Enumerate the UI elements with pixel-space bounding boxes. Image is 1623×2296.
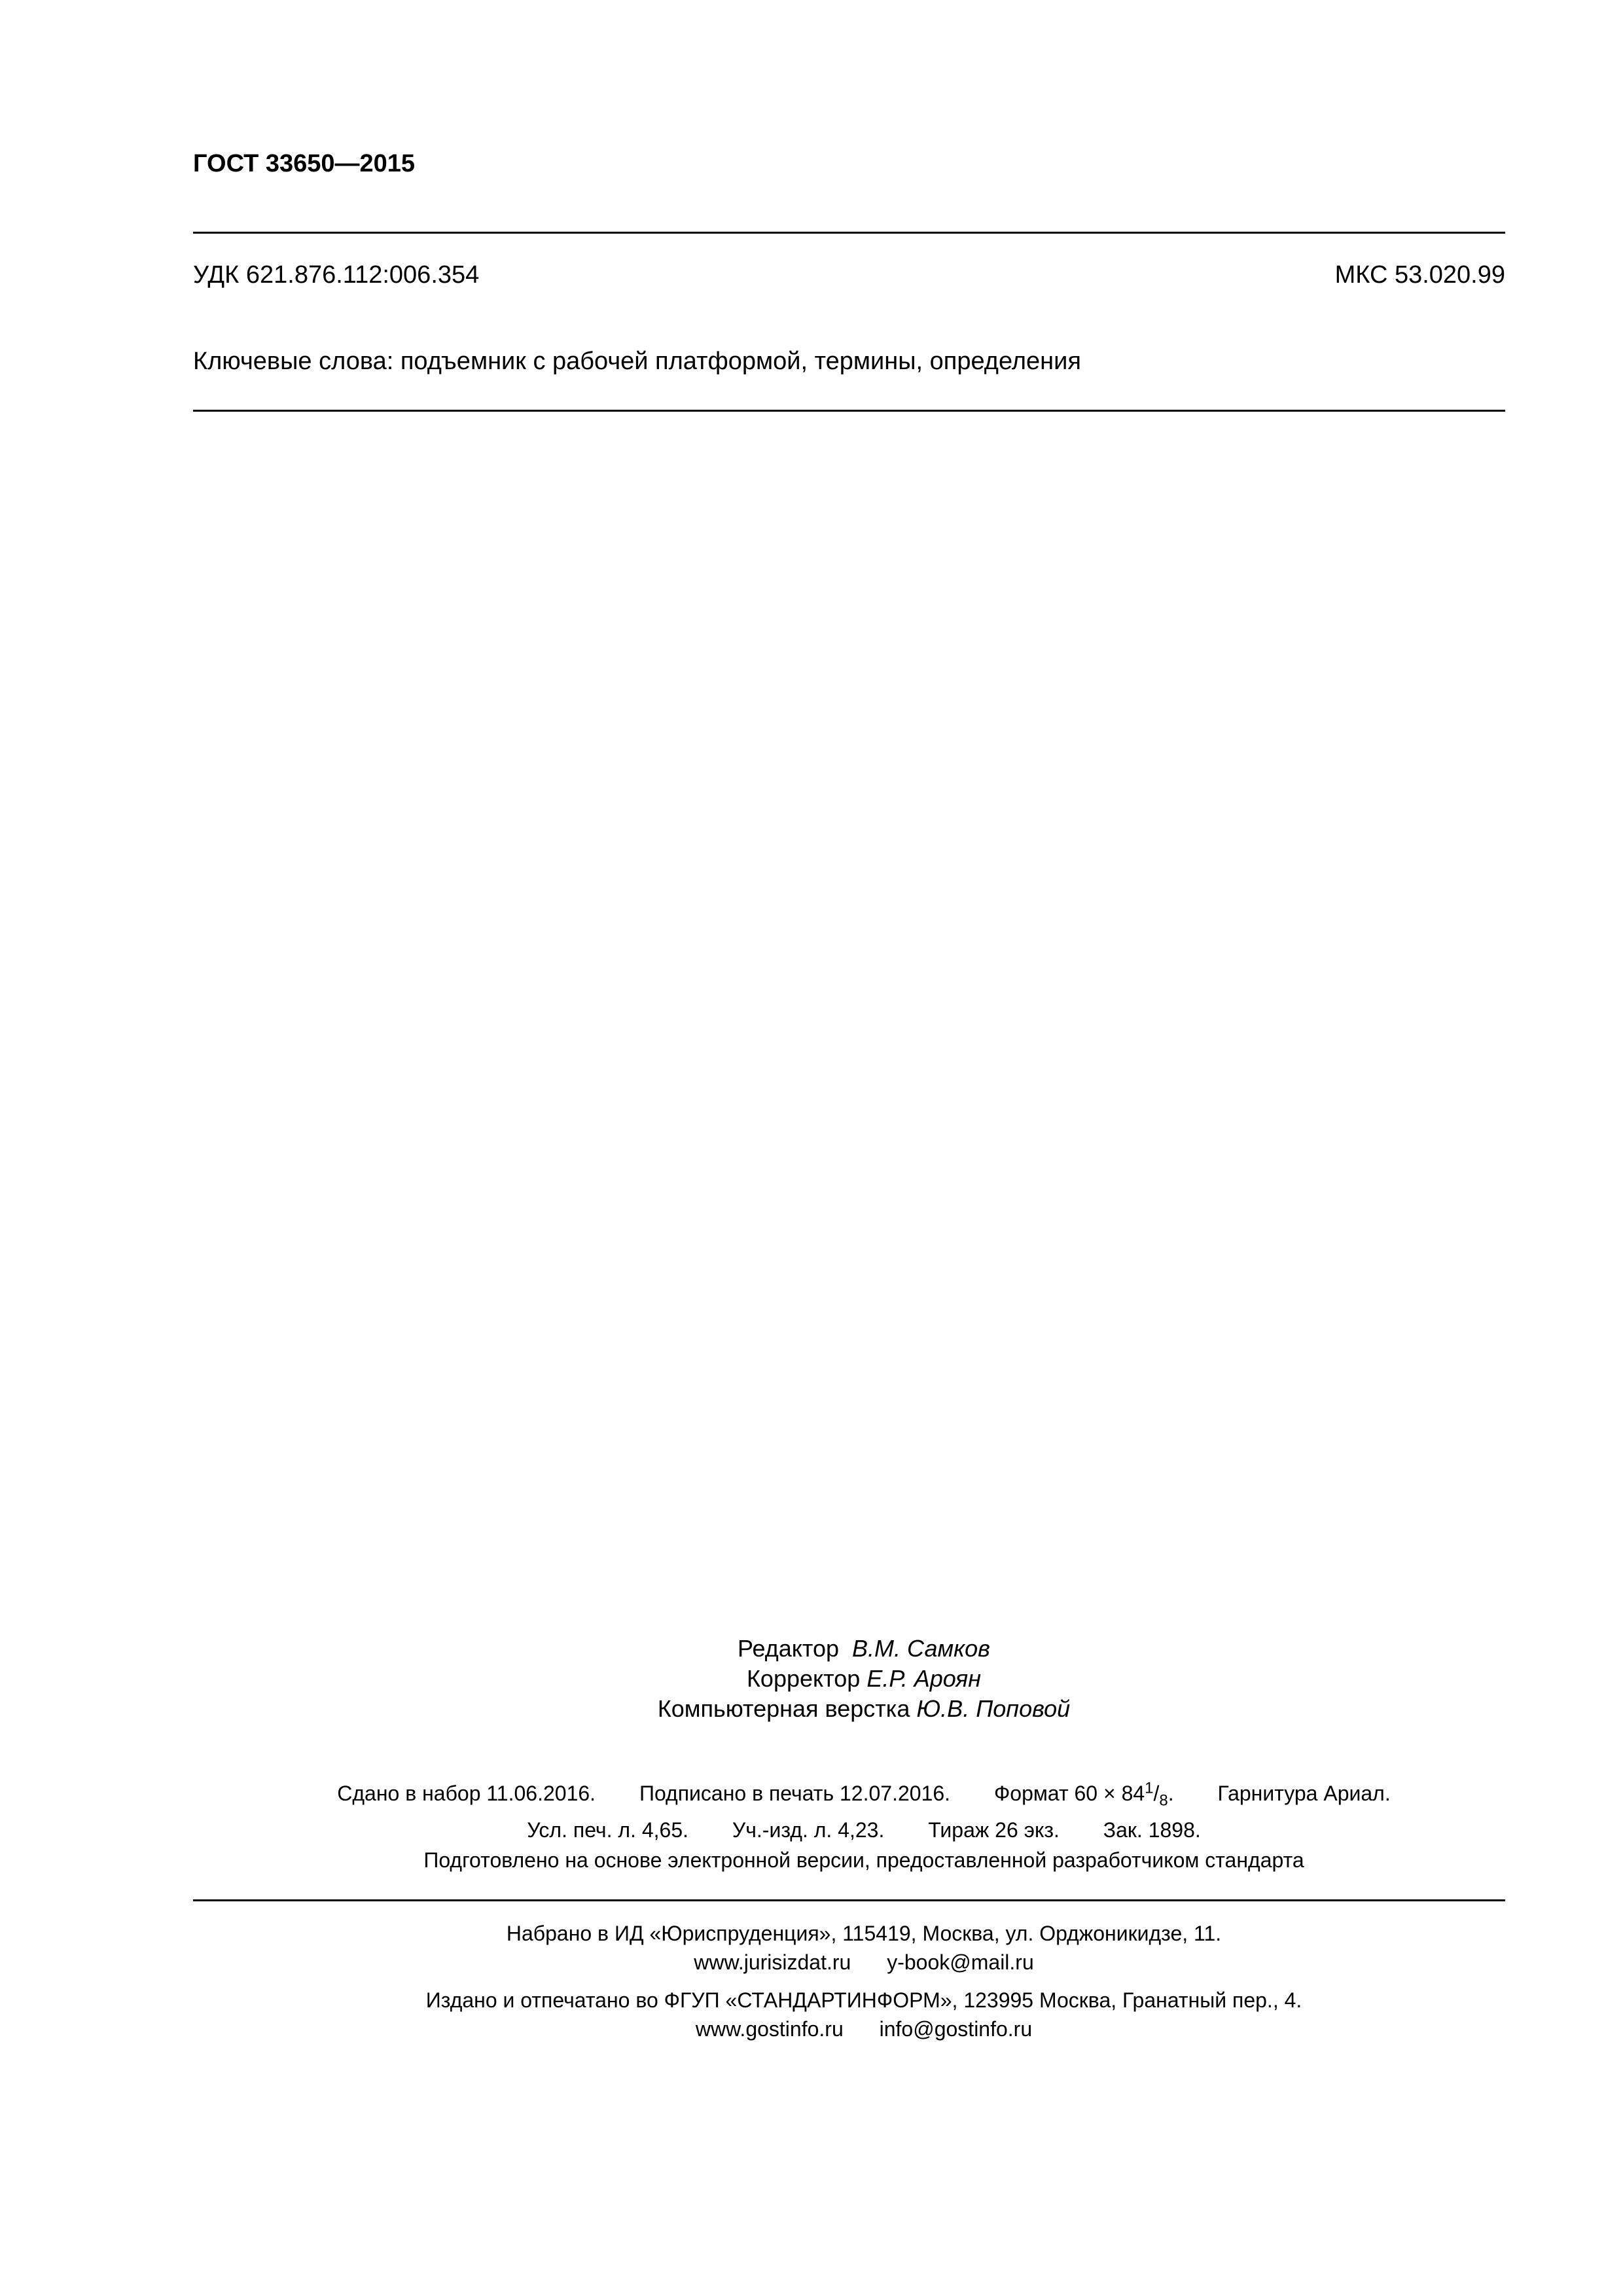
- format-suffix: .: [1168, 1782, 1174, 1805]
- imprint-typeface: Гарнитура Ариал.: [1217, 1782, 1391, 1805]
- imprint-line-1: [0, 1776, 1623, 1810]
- imprint-divider: [193, 1899, 1505, 1901]
- editor-name: В.М. Самков: [852, 1635, 990, 1662]
- typeset-email-link[interactable]: y-book@mail.ru: [887, 1950, 1034, 1974]
- proofreader-role: Корректор: [746, 1665, 861, 1692]
- layout-role: Компьютерная верстка: [657, 1695, 910, 1722]
- format-prefix: Формат 60 × 84: [993, 1782, 1145, 1805]
- keywords-line: Ключевые слова: подъемник с рабочей платформой, термины, определения: [193, 348, 1081, 375]
- layout-line: [0, 1694, 1623, 1724]
- imprint-circulation: Тираж 26 экз.: [928, 1818, 1060, 1842]
- format-sub: 8: [1159, 1791, 1168, 1810]
- editor-line: [0, 1634, 1623, 1664]
- imprint-print-sheets: Усл. печ. л. 4,65.: [527, 1818, 688, 1842]
- imprint-line-2: [0, 1813, 1623, 1847]
- printed-email-link[interactable]: info@gostinfo.ru: [879, 2017, 1033, 2041]
- imprint-typeset: Сдано в набор 11.06.2016.: [337, 1782, 596, 1805]
- layout-name: Ю.В. Поповой: [916, 1695, 1071, 1722]
- udk-code: УДК 621.876.112:006.354: [193, 261, 480, 289]
- document-code: ГОСТ 33650—2015: [193, 150, 416, 177]
- imprint-pub-sheets: Уч.-изд. л. 4,23.: [732, 1818, 885, 1842]
- imprint-basis: Подготовлено на основе электронной версии, предоставленной разработчиком стандарта: [423, 1848, 1304, 1872]
- typeset-by: Набрано в ИД «Юриспруденция», 115419, Москва, ул. Орджоникидзе, 11.: [506, 1922, 1222, 1945]
- top-divider: [193, 232, 1505, 234]
- printed-by: Издано и отпечатано во ФГУП «СТАНДАРТИНФОРМ», 123995 Москва, Гранатный пер., 4.: [425, 1988, 1302, 2012]
- printed-site-link[interactable]: www.gostinfo.ru: [695, 2017, 844, 2041]
- keywords-divider: [193, 410, 1505, 412]
- typeset-site-link[interactable]: www.jurisizdat.ru: [694, 1950, 851, 1974]
- editor-role: Редактор: [738, 1635, 840, 1662]
- imprint-signed: Подписано в печать 12.07.2016.: [639, 1782, 951, 1805]
- mks-code: МКС 53.020.99: [1334, 261, 1505, 289]
- proofreader-name: Е.Р. Ароян: [866, 1665, 982, 1692]
- proofreader-line: [0, 1664, 1623, 1694]
- printed-contacts: [0, 2015, 1623, 2043]
- format-sup: 1: [1145, 1779, 1154, 1797]
- typeset-contacts: [0, 1948, 1623, 1977]
- imprint-format: [993, 1779, 1174, 1810]
- imprint-order: Зак. 1898.: [1103, 1818, 1201, 1842]
- format-slash: /: [1153, 1782, 1160, 1805]
